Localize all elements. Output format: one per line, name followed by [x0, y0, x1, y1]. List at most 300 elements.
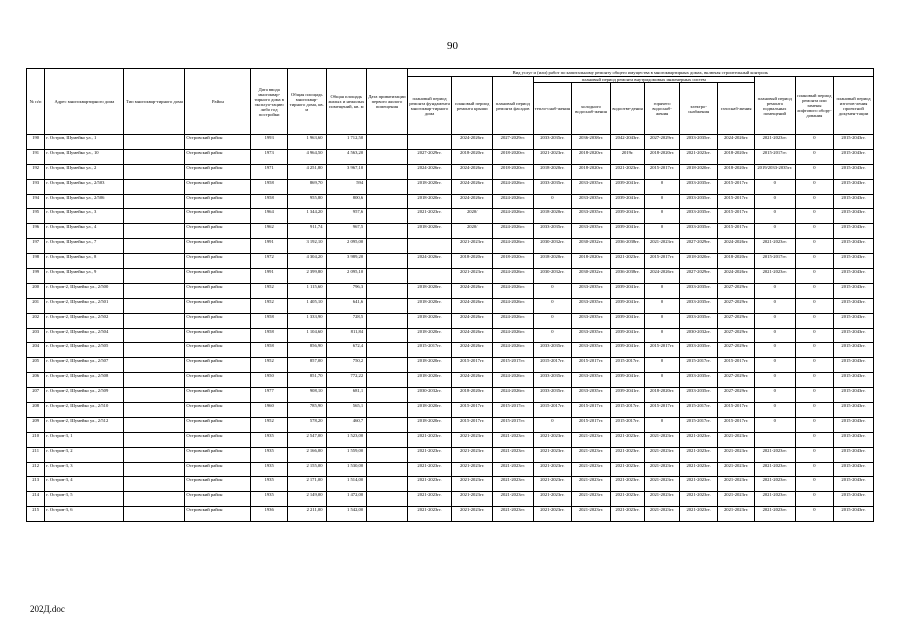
- row-living-area: 2 095,10: [326, 269, 367, 284]
- row-total-area: 908,10: [287, 388, 326, 403]
- row-address: г. Остров-2, Шумейко ул., 2/508: [45, 373, 124, 388]
- row-number: 197: [27, 239, 45, 254]
- header-facade: плановый период ремонта фасадов: [493, 77, 534, 135]
- row-gas: 2015-2017гг.: [718, 417, 755, 432]
- row-district: Островский район: [185, 358, 251, 373]
- row-type: [124, 328, 185, 343]
- row-district: Островский район: [185, 239, 251, 254]
- row-heat: 2021-2023гг.: [533, 432, 572, 447]
- header-roof: плановый период ремонта крыши: [452, 77, 493, 135]
- row-type: [124, 313, 185, 328]
- row-address: г. Остров-3, 2: [45, 447, 124, 462]
- row-number: 203: [27, 328, 45, 343]
- row-foundation: 2018-2020гг.: [407, 373, 452, 388]
- row-gas: 2018-2020гг.: [718, 254, 755, 269]
- row-electric: 2021-2023гг.: [679, 447, 718, 462]
- row-district: Островский район: [185, 432, 251, 447]
- row-type: [124, 447, 185, 462]
- row-facade: 2024-2026гг.: [493, 194, 534, 209]
- row-privatization: [367, 224, 408, 239]
- page-number: 90: [447, 40, 458, 52]
- row-heat: 2015-2017гг.: [533, 358, 572, 373]
- table-row: [27, 492, 874, 507]
- row-electric: 2015-2017гг.: [679, 358, 718, 373]
- row-roof: 2021-2023гг.: [452, 447, 493, 462]
- row-drainage: 2039-2041гг.: [610, 388, 645, 403]
- row-basement: 0: [754, 373, 795, 388]
- row-cold-water: 2033-2035гг.: [572, 298, 611, 313]
- row-foundation: [407, 269, 452, 284]
- table-row: [27, 164, 874, 179]
- row-address: г. Остров, Шумейко ул., 4: [45, 224, 124, 239]
- row-total-area: 3 192,10: [287, 239, 326, 254]
- header-year: Дата ввода многоквар-тирного дома в эксплуа-тацию либо год постройки: [251, 69, 288, 135]
- row-total-area: 4 964,50: [287, 149, 326, 164]
- row-year: 1952: [251, 283, 288, 298]
- row-year: 1958: [251, 179, 288, 194]
- table-row: [27, 254, 874, 269]
- row-elevator: 0: [795, 179, 834, 194]
- row-heat: 0: [533, 313, 572, 328]
- row-living-area: 1 514,00: [326, 477, 367, 492]
- row-electric: 2033-2035гг.: [679, 224, 718, 239]
- header-type: Тип многоквар-тирного дома: [124, 69, 185, 135]
- row-elevator: 0: [795, 328, 834, 343]
- row-cold-water: 2033-2035гг.: [572, 373, 611, 388]
- row-hot-water: 0: [645, 224, 680, 239]
- row-living-area: 1 530,00: [326, 462, 367, 477]
- header-works-group: Вид услуг и (или) работ по капитальному ремонту общего имущества в многоквартирных домах, включая строительный контроль: [407, 69, 873, 77]
- row-living-area: 2 095,00: [326, 239, 367, 254]
- row-hot-water: 2021-2023гг.: [645, 507, 680, 522]
- row-gas: 2027-2029гг.: [718, 373, 755, 388]
- document-filename: 202Д.doc: [30, 604, 65, 614]
- row-electric: 2021-2023гг.: [679, 432, 718, 447]
- row-privatization: [367, 447, 408, 462]
- row-project-docs: 2015-2043гг.: [834, 224, 874, 239]
- row-facade: 2021-2023гг.: [493, 447, 534, 462]
- row-drainage: 2021-2023гг.: [610, 477, 645, 492]
- row-roof: 2024-2026гг.: [452, 328, 493, 343]
- row-roof: 2020/: [452, 209, 493, 224]
- row-cold-water: 2021-2023гг.: [572, 492, 611, 507]
- row-hot-water: 0: [645, 194, 680, 209]
- row-project-docs: 2015-2043гг.: [834, 149, 874, 164]
- row-living-area: 3 967,10: [326, 164, 367, 179]
- row-elevator: 0: [795, 477, 834, 492]
- row-hot-water: 2021-2023гг.: [645, 239, 680, 254]
- row-hot-water: 0: [645, 298, 680, 313]
- row-privatization: [367, 462, 408, 477]
- table-row: [27, 507, 874, 522]
- row-gas: 2027-2029гг.: [718, 298, 755, 313]
- row-total-area: 851,70: [287, 373, 326, 388]
- row-number: 194: [27, 194, 45, 209]
- row-basement: 0: [754, 313, 795, 328]
- row-drainage: 2021-2023гг.: [610, 462, 645, 477]
- row-number: 199: [27, 269, 45, 284]
- row-number: 193: [27, 179, 45, 194]
- row-number: 208: [27, 403, 45, 418]
- row-gas: 2027-2029гг.: [718, 388, 755, 403]
- row-electric: 2033-2035гг.: [679, 388, 718, 403]
- table-row: [27, 298, 874, 313]
- row-district: Островский район: [185, 417, 251, 432]
- row-elevator: 0: [795, 447, 834, 462]
- row-elevator: 0: [795, 239, 834, 254]
- row-electric: 2021-2023гг.: [679, 477, 718, 492]
- header-living-area: Общая площадь жилых и нежилых помещений, кв. м: [326, 69, 367, 135]
- row-total-area: 1 963,60: [287, 135, 326, 150]
- row-year: 1950: [251, 373, 288, 388]
- row-electric: 2033-2035гг.: [679, 135, 718, 150]
- table-row: [27, 373, 874, 388]
- row-roof: 2021-2023гг.: [452, 507, 493, 522]
- row-basement: [754, 432, 795, 447]
- row-privatization: [367, 507, 408, 522]
- row-type: [124, 194, 185, 209]
- row-gas: 2021-2023гг.: [718, 462, 755, 477]
- row-total-area: 955,80: [287, 194, 326, 209]
- row-roof: 2024-2026гг.: [452, 164, 493, 179]
- row-roof: 2021-2023гг.: [452, 239, 493, 254]
- row-type: [124, 343, 185, 358]
- row-electric: 2021-2023гг.: [679, 492, 718, 507]
- row-foundation: 2021-2023гг.: [407, 209, 452, 224]
- row-heat: 0: [533, 298, 572, 313]
- row-district: Островский район: [185, 373, 251, 388]
- row-basement: 0: [754, 298, 795, 313]
- header-privatization: Дата приватизации первого жилого помещения: [367, 69, 408, 135]
- row-hot-water: 2015-2017гг.: [645, 254, 680, 269]
- row-number: 209: [27, 417, 45, 432]
- row-heat: 2021-2023гг.: [533, 492, 572, 507]
- row-foundation: 2018-2020гг.: [407, 403, 452, 418]
- row-living-area: 800,6: [326, 194, 367, 209]
- row-basement: 0: [754, 209, 795, 224]
- row-hot-water: 0: [645, 358, 680, 373]
- row-drainage: 2039-2041гг.: [610, 298, 645, 313]
- row-heat: 2015-2017гг.: [533, 403, 572, 418]
- row-address: г. Остров, Шумейко ул., 1: [45, 135, 124, 150]
- row-living-area: 4 563,20: [326, 149, 367, 164]
- row-basement: 0: [754, 417, 795, 432]
- row-district: Островский район: [185, 224, 251, 239]
- row-living-area: 728,5: [326, 313, 367, 328]
- row-hot-water: 2027-2029гг.: [645, 135, 680, 150]
- row-privatization: [367, 283, 408, 298]
- row-living-area: 672,4: [326, 343, 367, 358]
- row-elevator: 0: [795, 432, 834, 447]
- row-heat: 2033-2035гг.: [533, 135, 572, 150]
- row-basement: 2021-2023гг.: [754, 135, 795, 150]
- row-drainage: 2021-2023гг.: [610, 507, 645, 522]
- row-privatization: [367, 313, 408, 328]
- row-year: 1991: [251, 269, 288, 284]
- row-foundation: 2024-2026гг.: [407, 164, 452, 179]
- row-type: [124, 239, 185, 254]
- row-cold-water: 2033-2035гг.: [572, 209, 611, 224]
- row-address: г. Остров-3, 1: [45, 432, 124, 447]
- row-privatization: [367, 209, 408, 224]
- table-row: [27, 239, 874, 254]
- row-facade: 2024-2026гг.: [493, 224, 534, 239]
- row-elevator: 0: [795, 164, 834, 179]
- row-project-docs: 2015-2043гг.: [834, 328, 874, 343]
- row-district: Островский район: [185, 492, 251, 507]
- row-heat: 2033-2035гг.: [533, 373, 572, 388]
- row-total-area: 4 251,80: [287, 164, 326, 179]
- row-gas: 2015-2017гг.: [718, 179, 755, 194]
- row-district: Островский район: [185, 477, 251, 492]
- row-hot-water: 0: [645, 283, 680, 298]
- row-heat: 2030-2032гг.: [533, 269, 572, 284]
- row-year: 1935: [251, 447, 288, 462]
- row-gas: 2024-2026гг.: [718, 269, 755, 284]
- row-privatization: [367, 388, 408, 403]
- row-electric: 2030-2032гг.: [679, 328, 718, 343]
- row-project-docs: 2015-2043гг.: [834, 135, 874, 150]
- row-electric: 2021-2023гг.: [679, 507, 718, 522]
- row-hot-water: 0: [645, 328, 680, 343]
- row-district: Островский район: [185, 447, 251, 462]
- row-address: г. Остров-3, 5: [45, 492, 124, 507]
- row-foundation: 2018-2020гг.: [407, 328, 452, 343]
- row-drainage: 2039-2041гг.: [610, 328, 645, 343]
- row-district: Островский район: [185, 298, 251, 313]
- row-facade: 2024-2026гг.: [493, 283, 534, 298]
- header-basement: плановый период ремонта подвальных помещений: [754, 77, 795, 135]
- table-header: [27, 69, 874, 135]
- row-district: Островский район: [185, 209, 251, 224]
- row-roof: 2015-2017гг.: [452, 358, 493, 373]
- row-drainage: 2021-2023гг.: [610, 254, 645, 269]
- row-privatization: [367, 254, 408, 269]
- row-total-area: 1 333,90: [287, 313, 326, 328]
- row-roof: 2024-2026гг.: [452, 283, 493, 298]
- row-basement: 2015-2017гг.: [754, 254, 795, 269]
- row-gas: 2018-2020гг.: [718, 164, 755, 179]
- row-cold-water: 2015-2017гг.: [572, 358, 611, 373]
- row-year: 1935: [251, 462, 288, 477]
- table-body: [27, 135, 874, 522]
- row-total-area: 856,90: [287, 343, 326, 358]
- row-heat: 2021-2023гг.: [533, 462, 572, 477]
- row-basement: 0: [754, 179, 795, 194]
- row-roof: 2018-2020гг.: [452, 149, 493, 164]
- row-heat: 2021-2023гг.: [533, 507, 572, 522]
- row-elevator: 0: [795, 507, 834, 522]
- row-electric: 2015-2017гг.: [679, 403, 718, 418]
- row-type: [124, 492, 185, 507]
- row-gas: 2024-2026гг.: [718, 135, 755, 150]
- row-total-area: 2 547,00: [287, 432, 326, 447]
- row-year: 1958: [251, 313, 288, 328]
- row-foundation: 2015-2017гг.: [407, 343, 452, 358]
- row-total-area: 869,70: [287, 179, 326, 194]
- row-gas: 2018-2020гг.: [718, 149, 755, 164]
- row-year: 1993: [251, 135, 288, 150]
- row-living-area: 565,1: [326, 403, 367, 418]
- row-number: 207: [27, 388, 45, 403]
- row-foundation: 2018-2020гг.: [407, 313, 452, 328]
- row-hot-water: 2015-2017гг.: [645, 164, 680, 179]
- row-basement: 2021-2023гг.: [754, 269, 795, 284]
- row-hot-water: 2024-2026гг.: [645, 269, 680, 284]
- row-living-area: 796,3: [326, 283, 367, 298]
- row-drainage: 2039-2041гг.: [610, 313, 645, 328]
- header-district: Район: [185, 69, 251, 135]
- row-cold-water: 2030-2032гг.: [572, 239, 611, 254]
- row-roof: 2018-2020гг.: [452, 388, 493, 403]
- table-row: [27, 417, 874, 432]
- table-row: [27, 462, 874, 477]
- row-roof: 2024-2026гг.: [452, 313, 493, 328]
- row-address: г. Остров, Шумейко ул., 2/506: [45, 194, 124, 209]
- row-district: Островский район: [185, 343, 251, 358]
- row-roof: 2018-2020гг.: [452, 254, 493, 269]
- row-drainage: 2021-2023гг.: [610, 447, 645, 462]
- row-cold-water: 2021-2023гг.: [572, 447, 611, 462]
- row-address: г. Остров, Шумейко ул., 2/503: [45, 179, 124, 194]
- row-gas: 2024-2026гг.: [718, 239, 755, 254]
- row-cold-water: 2018-2020гг.: [572, 149, 611, 164]
- row-total-area: 578,20: [287, 417, 326, 432]
- row-basement: 2021-2023гг.: [754, 477, 795, 492]
- row-heat: 2033-2035гг.: [533, 224, 572, 239]
- header-hot-water: горячего водоснаб-жения: [645, 83, 680, 135]
- row-privatization: [367, 164, 408, 179]
- row-privatization: [367, 477, 408, 492]
- row-heat: 2021-2023гг.: [533, 149, 572, 164]
- row-facade: 2024-2026гг.: [493, 388, 534, 403]
- row-privatization: [367, 194, 408, 209]
- row-basement: 0: [754, 283, 795, 298]
- row-cold-water: 2036-2038гг.: [572, 135, 611, 150]
- row-elevator: 0: [795, 403, 834, 418]
- row-privatization: [367, 239, 408, 254]
- row-total-area: 1 344,20: [287, 209, 326, 224]
- row-gas: 2015-2017гг.: [718, 358, 755, 373]
- row-gas: 2027-2029гг.: [718, 343, 755, 358]
- row-facade: 2024-2026гг.: [493, 209, 534, 224]
- row-basement: 2021-2023гг.: [754, 507, 795, 522]
- row-year: 1952: [251, 298, 288, 313]
- row-type: [124, 388, 185, 403]
- row-number: 202: [27, 313, 45, 328]
- row-type: [124, 269, 185, 284]
- table-row: [27, 447, 874, 462]
- header-engineering-group: плановый период ремонта внутридомовых инженерных систем: [533, 77, 754, 83]
- row-heat: 0: [533, 417, 572, 432]
- row-roof: 2021-2023гг.: [452, 462, 493, 477]
- row-living-area: 1 523,00: [326, 432, 367, 447]
- row-drainage: 2036-2038гг.: [610, 239, 645, 254]
- row-elevator: 0: [795, 283, 834, 298]
- row-cold-water: 2033-2035гг.: [572, 224, 611, 239]
- row-number: 192: [27, 164, 45, 179]
- row-facade: 2024-2026гг.: [493, 373, 534, 388]
- row-type: [124, 417, 185, 432]
- row-facade: 2021-2023гг.: [493, 462, 534, 477]
- row-drainage: 2039-2041гг.: [610, 283, 645, 298]
- table-row: [27, 179, 874, 194]
- row-cold-water: 2033-2035гг.: [572, 313, 611, 328]
- row-foundation: 2018-2020гг.: [407, 417, 452, 432]
- row-hot-water: 2018-2020гг.: [645, 149, 680, 164]
- row-project-docs: 2015-2043гг.: [834, 403, 874, 418]
- row-district: Островский район: [185, 462, 251, 477]
- row-elevator: 0: [795, 388, 834, 403]
- row-hot-water: 0: [645, 179, 680, 194]
- row-roof: 2024-2026гг.: [452, 298, 493, 313]
- row-electric: 2015-2017гг.: [679, 417, 718, 432]
- row-address: г. Остров-2, Шумейко ул., 2/505: [45, 343, 124, 358]
- row-number: 205: [27, 358, 45, 373]
- header-drainage: водоотве-дения: [610, 83, 645, 135]
- row-drainage: 2019г.: [610, 149, 645, 164]
- row-year: 1936: [251, 507, 288, 522]
- row-gas: 2021-2023гг.: [718, 432, 755, 447]
- row-electric: 2033-2035гг.: [679, 179, 718, 194]
- row-total-area: 2 211,00: [287, 507, 326, 522]
- row-cold-water: 2033-2035гг.: [572, 343, 611, 358]
- row-type: [124, 164, 185, 179]
- row-project-docs: 2015-2043гг.: [834, 179, 874, 194]
- header-elevator: плановый период ремонта или замены лифтового обору-дования: [795, 77, 834, 135]
- row-project-docs: 2015-2043гг.: [834, 269, 874, 284]
- row-facade: 2024-2026гг.: [493, 298, 534, 313]
- row-project-docs: 2015-2043гг.: [834, 373, 874, 388]
- table-row: [27, 149, 874, 164]
- row-facade: 2024-2026гг.: [493, 313, 534, 328]
- row-type: [124, 149, 185, 164]
- row-district: Островский район: [185, 269, 251, 284]
- row-basement: 0: [754, 194, 795, 209]
- row-roof: 2024-2026гг.: [452, 194, 493, 209]
- table-row: [27, 432, 874, 447]
- row-type: [124, 254, 185, 269]
- table-row: [27, 194, 874, 209]
- row-type: [124, 373, 185, 388]
- row-address: г. Остров-3, 3: [45, 462, 124, 477]
- row-basement: 0: [754, 328, 795, 343]
- row-electric: 2018-2020гг.: [679, 254, 718, 269]
- row-cold-water: 2015-2017гг.: [572, 403, 611, 418]
- row-total-area: 785,90: [287, 403, 326, 418]
- row-privatization: [367, 269, 408, 284]
- row-foundation: 2021-2023гг.: [407, 492, 452, 507]
- row-year: 1972: [251, 254, 288, 269]
- row-year: 1952: [251, 417, 288, 432]
- row-basement: 2021-2023гг.: [754, 447, 795, 462]
- row-facade: 2018-2020гг.: [493, 164, 534, 179]
- row-foundation: 2027-2029гг.: [407, 149, 452, 164]
- row-facade: 2021-2023гг.: [493, 507, 534, 522]
- row-living-area: 3 989,20: [326, 254, 367, 269]
- row-district: Островский район: [185, 313, 251, 328]
- row-year: 1958: [251, 343, 288, 358]
- row-gas: 2027-2029гг.: [718, 328, 755, 343]
- row-privatization: [367, 492, 408, 507]
- row-number: 204: [27, 343, 45, 358]
- row-privatization: [367, 179, 408, 194]
- row-project-docs: 2015-2043гг.: [834, 388, 874, 403]
- header-electric: электро-снабжения: [679, 83, 718, 135]
- row-total-area: 2 171,00: [287, 477, 326, 492]
- header-heat: тепло-снаб-жения: [533, 83, 572, 135]
- row-hot-water: 2015-2017гг.: [645, 343, 680, 358]
